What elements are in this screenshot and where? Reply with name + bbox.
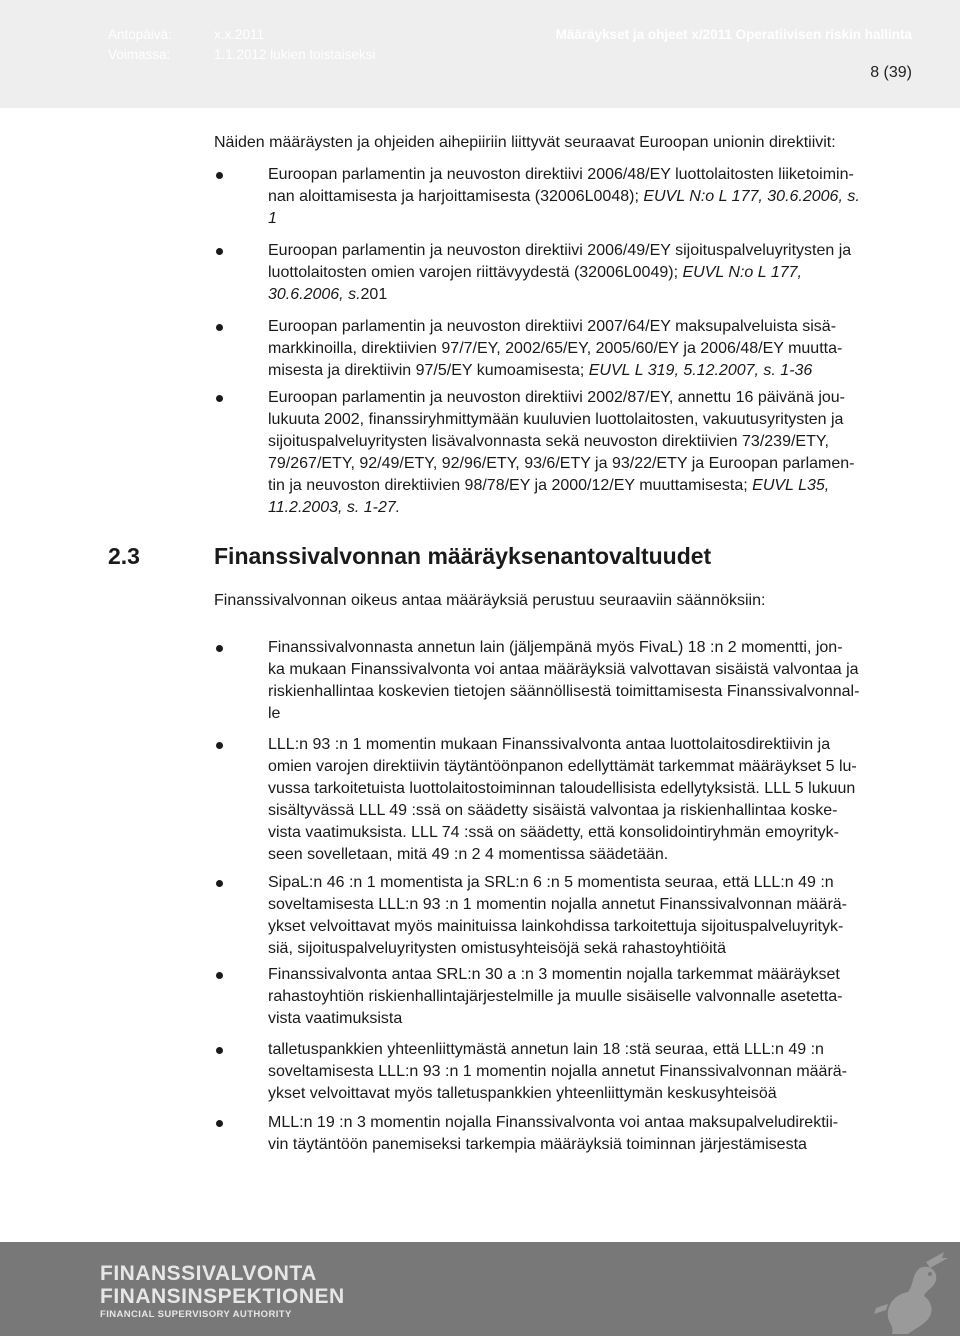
voimassa-label: Voimassa: bbox=[108, 47, 171, 62]
power-item bbox=[268, 964, 914, 1030]
power-line: Finanssivalvonta antaa SRL:n 30 a :n 3 momentin nojalla tarkemmat määräykset bbox=[268, 966, 840, 983]
bullet-icon bbox=[216, 172, 223, 179]
antopaiva-label: Antopäivä: bbox=[108, 27, 172, 42]
intro-paragraph: Näiden määräysten ja ohjeiden aihepiiriin liittyvät seuraavat Euroopan unionin direktiivit: bbox=[214, 134, 836, 151]
directive-citation: EUVL N:o L 177, 30.6.2006, s. bbox=[643, 188, 860, 205]
power-line: ykset velvoittavat myös talletuspankkien yhteenliittymän keskusyhteisöä bbox=[268, 1085, 777, 1102]
directive-line: lukuuta 2002, finanssiryhmittymään kuuluvien luottolaitosten, vakuutusyritysten ja bbox=[268, 411, 844, 428]
lion-emblem-icon bbox=[868, 1248, 952, 1336]
power-item bbox=[268, 734, 914, 866]
directive-citation: 11.2.2003, s. 1-27. bbox=[268, 499, 401, 516]
directive-line: sijoituspalveluyritysten lisävalvonnasta sekä neuvoston direktiivien 73/239/ETY, bbox=[268, 433, 829, 450]
power-line: vin täytäntöön panemiseksi tarkempia määräyksiä toiminnan järjestämisesta bbox=[268, 1136, 807, 1153]
directive-line: misesta ja direktiivin 97/5/EY kumoamisesta; bbox=[268, 362, 589, 379]
logo-finansinspektionen: FINANSINSPEKTIONEN bbox=[100, 1285, 345, 1308]
power-line: ka mukaan Finanssivalvonta voi antaa määräyksiä valvottavan sisäistä valvontaa ja bbox=[268, 661, 859, 678]
bullet-icon bbox=[216, 1120, 223, 1127]
bullet-icon bbox=[216, 395, 223, 402]
directive-item bbox=[268, 387, 914, 519]
directive-line: Euroopan parlamentin ja neuvoston direktiivi 2006/48/EY luottolaitosten liiketoimin- bbox=[268, 166, 854, 183]
logo-financial-supervisory-authority: FINANCIAL SUPERVISORY AUTHORITY bbox=[100, 1309, 292, 1320]
power-item bbox=[268, 872, 914, 960]
power-line: ykset velvoittavat myös mainituissa lainkohdissa tarkoitettuja sijoituspalveluyrityk- bbox=[268, 918, 844, 935]
power-line: soveltamisesta LLL:n 93 :n 1 momentin nojalla annetut Finanssivalvonnan määrä- bbox=[268, 896, 847, 913]
power-line: soveltamisesta LLL:n 93 :n 1 momentin nojalla annetut Finanssivalvonnan määrä- bbox=[268, 1063, 847, 1080]
directive-line: Euroopan parlamentin ja neuvoston direktiivi 2006/49/EY sijoituspalveluyritysten ja bbox=[268, 242, 852, 259]
power-line: sisältyvässä LLL 49 :ssä on säädetty sisäistä valvontaa ja riskienhallintaa koske- bbox=[268, 802, 838, 819]
power-line: vussa tarkoitetuista luottolaitostoiminnan taloudellisista edellytyksistä. LLL 5 lukuun bbox=[268, 780, 856, 797]
power-line: talletuspankkien yhteenliittymästä annetun lain 18 :stä seuraa, että LLL:n 49 :n bbox=[268, 1041, 824, 1058]
directive-citation: 30.6.2006, s. bbox=[268, 286, 361, 303]
directive-item bbox=[268, 316, 914, 382]
power-line: Finanssivalvonnasta annetun lain (jäljempänä myös FivaL) 18 :n 2 momentti, jon- bbox=[268, 639, 843, 656]
bullet-icon bbox=[216, 324, 223, 331]
power-item bbox=[268, 1112, 914, 1156]
bullet-icon bbox=[216, 880, 223, 887]
power-line: rahastoyhtiön riskienhallintajärjestelmille ja muulle sisäiselle valvonnalle asetetta- bbox=[268, 988, 843, 1005]
power-line: LLL:n 93 :n 1 momentin mukaan Finanssivalvonta antaa luottolaitosdirektiivin ja bbox=[268, 736, 831, 753]
section-intro: Finanssivalvonnan oikeus antaa määräyksiä perustuu seuraaviin säännöksiin: bbox=[214, 592, 766, 609]
power-line: seen sovelletaan, mitä 49 :n 2 4 momentissa säädetään. bbox=[268, 846, 669, 863]
power-item bbox=[268, 1039, 914, 1105]
power-line: siä, sijoituspalveluyritysten omistusyhteisöjä sekä rahastoyhtiöitä bbox=[268, 940, 726, 957]
directive-line: Euroopan parlamentin ja neuvoston direktiivi 2007/64/EY maksupalveluista sisä- bbox=[268, 318, 837, 335]
bullet-icon bbox=[216, 742, 223, 749]
directive-line: 201 bbox=[360, 286, 388, 303]
page-number: 8 (39) bbox=[870, 64, 912, 81]
section-number: 2.3 bbox=[108, 543, 140, 569]
bullet-icon bbox=[216, 1047, 223, 1054]
document-title: Määräykset ja ohjeet x/2011 Operatiivisen riskin hallinta bbox=[555, 27, 912, 42]
directive-item bbox=[268, 164, 914, 230]
page-header bbox=[0, 0, 960, 108]
directive-item bbox=[268, 240, 914, 306]
directive-line: markkinoilla, direktiivien 97/7/EY, 2002/65/EY, 2005/60/EY ja 2006/48/EY muutta- bbox=[268, 340, 843, 357]
voimassa-value: 1.1.2012 lukien toistaiseksi bbox=[214, 47, 376, 62]
directive-citation: 1 bbox=[268, 210, 277, 227]
power-line: le bbox=[268, 705, 281, 722]
section-title: Finanssivalvonnan määräyksenantovaltuudet bbox=[214, 543, 712, 569]
directive-line: Euroopan parlamentin ja neuvoston direktiivi 2002/87/EY, annettu 16 päivänä jou- bbox=[268, 389, 845, 406]
power-line: vista vaatimuksista bbox=[268, 1010, 403, 1027]
directive-line: nan aloittamisesta ja harjoittamisesta (32006L0048); bbox=[268, 188, 644, 205]
power-line: riskienhallintaa koskevien tietojen säännöllisestä toimittamisesta Finanssivalvonnal- bbox=[268, 683, 860, 700]
bullet-icon bbox=[216, 645, 223, 652]
antopaiva-value: x.x.2011 bbox=[214, 27, 265, 42]
directive-line: 79/267/ETY, 92/49/ETY, 92/96/ETY, 93/6/ETY ja 93/22/ETY ja Euroopan parlamen- bbox=[268, 455, 855, 472]
bullet-icon bbox=[216, 248, 223, 255]
power-line: vista vaatimuksista. LLL 74 :ssä on säädetty, että konsolidointiryhmän emoyrityk- bbox=[268, 824, 839, 841]
power-line: omien varojen direktiivin täytäntöönpanon edellyttämät tarkemmat määräykset 5 lu- bbox=[268, 758, 857, 775]
power-item bbox=[268, 637, 914, 725]
directive-line: luottolaitosten omien varojen riittävyydestä (32006L0049); bbox=[268, 264, 683, 281]
directive-line: tin ja neuvoston direktiivien 98/78/EY ja 2000/12/EY muuttamisesta; bbox=[268, 477, 753, 494]
bullet-icon bbox=[216, 972, 223, 979]
power-line: SipaL:n 46 :n 1 momentista ja SRL:n 6 :n 5 momentista seuraa, että LLL:n 49 :n bbox=[268, 874, 834, 891]
power-line: MLL:n 19 :n 3 momentin nojalla Finanssivalvonta voi antaa maksupalveludirektii- bbox=[268, 1114, 839, 1131]
directive-citation: EUVL L 319, 5.12.2007, s. 1-36 bbox=[588, 362, 813, 379]
directive-citation: EUVL N:o L 177, bbox=[682, 264, 802, 281]
logo-finanssivalvonta: FINANSSIVALVONTA bbox=[100, 1262, 317, 1285]
directive-citation: EUVL L35, bbox=[752, 477, 830, 494]
